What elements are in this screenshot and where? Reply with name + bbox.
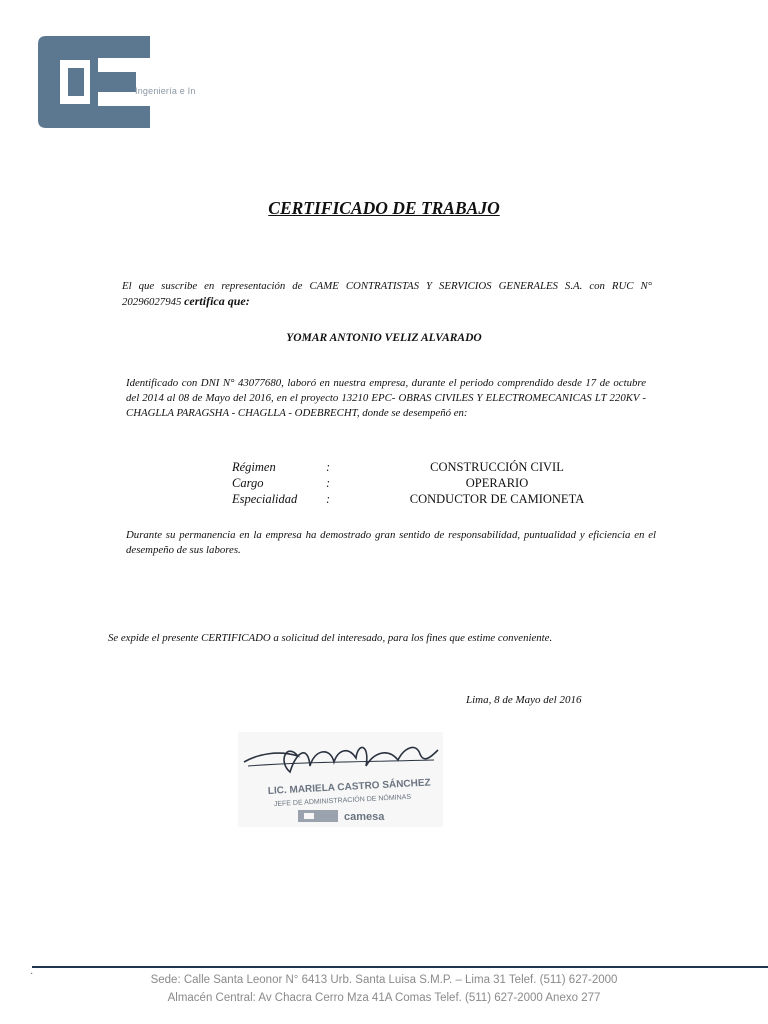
company-logo bbox=[38, 36, 213, 128]
intro-paragraph bbox=[122, 279, 652, 310]
logo-tagline: Ingeniería e In bbox=[135, 86, 196, 96]
detail-separator: : bbox=[326, 476, 331, 490]
signature-stamp bbox=[238, 732, 443, 827]
intro-text: El que suscribe en representación de CAME CONTRATISTAS Y SERVICIOS GENERALES S.A. con RUC N° 20296027945 bbox=[122, 280, 652, 308]
detail-value: OPERARIO bbox=[465, 476, 529, 490]
footer-warehouse: Almacén Central: Av Chacra Cerro Mza 41A Comas Telef. (511) 627-2000 Anexo 277 bbox=[167, 992, 601, 1004]
performance-paragraph: Durante su permanencia en la empresa ha demostrado gran sentido de responsabilidad, puntualidad y eficiencia en el desempeño de sus labores. bbox=[126, 529, 656, 556]
detail-value: CONSTRUCCIÓN CIVIL bbox=[430, 460, 564, 474]
footer-mark: · bbox=[30, 969, 34, 980]
detail-label: Especialidad bbox=[232, 492, 298, 506]
document-title: CERTIFICADO DE TRABAJO bbox=[268, 198, 500, 218]
svg-text:LIC. MARIELA CASTRO SÁNCHEZ: LIC. MARIELA CASTRO SÁNCHEZ bbox=[267, 777, 431, 797]
svg-text:JEFE DE ADMINISTRACIÓN DE NÓMI: JEFE DE ADMINISTRACIÓN DE NÓMINAS bbox=[273, 793, 412, 808]
employment-paragraph: Identificado con DNI N° 43077680, laboró en nuestra empresa, durante el periodo comprendido desde 17 de octubre del 2014 al 08 de Mayo del 2016, en el proyecto 13210 EPC- OBRAS CIVILES Y ELECTROMECANICAS LT 220KV -CHAGLLA PARAGSHA - CHAGLLA - ODEBRECHT, donde se desempeñó en: bbox=[126, 377, 646, 419]
detail-separator: : bbox=[326, 492, 331, 506]
intro-strong: certifica que: bbox=[184, 294, 250, 308]
footer-address: Sede: Calle Santa Leonor N° 6413 Urb. Santa Luisa S.M.P. – Lima 31 Telef. (511) 627-2000 bbox=[150, 974, 618, 986]
detail-label: Régimen bbox=[232, 460, 276, 474]
employee-name: YOMAR ANTONIO VELIZ ALVARADO bbox=[286, 332, 482, 344]
detail-value: CONDUCTOR DE CAMIONETA bbox=[409, 492, 585, 506]
place-date: Lima, 8 de Mayo del 2016 bbox=[466, 694, 582, 706]
issue-statement: Se expide el presente CERTIFICADO a solicitud del interesado, para los fines que estime conveniente. bbox=[108, 632, 553, 644]
detail-separator: : bbox=[326, 460, 331, 474]
svg-text:camesa: camesa bbox=[344, 811, 385, 823]
detail-label: Cargo bbox=[232, 476, 264, 490]
footer-divider bbox=[32, 966, 768, 968]
